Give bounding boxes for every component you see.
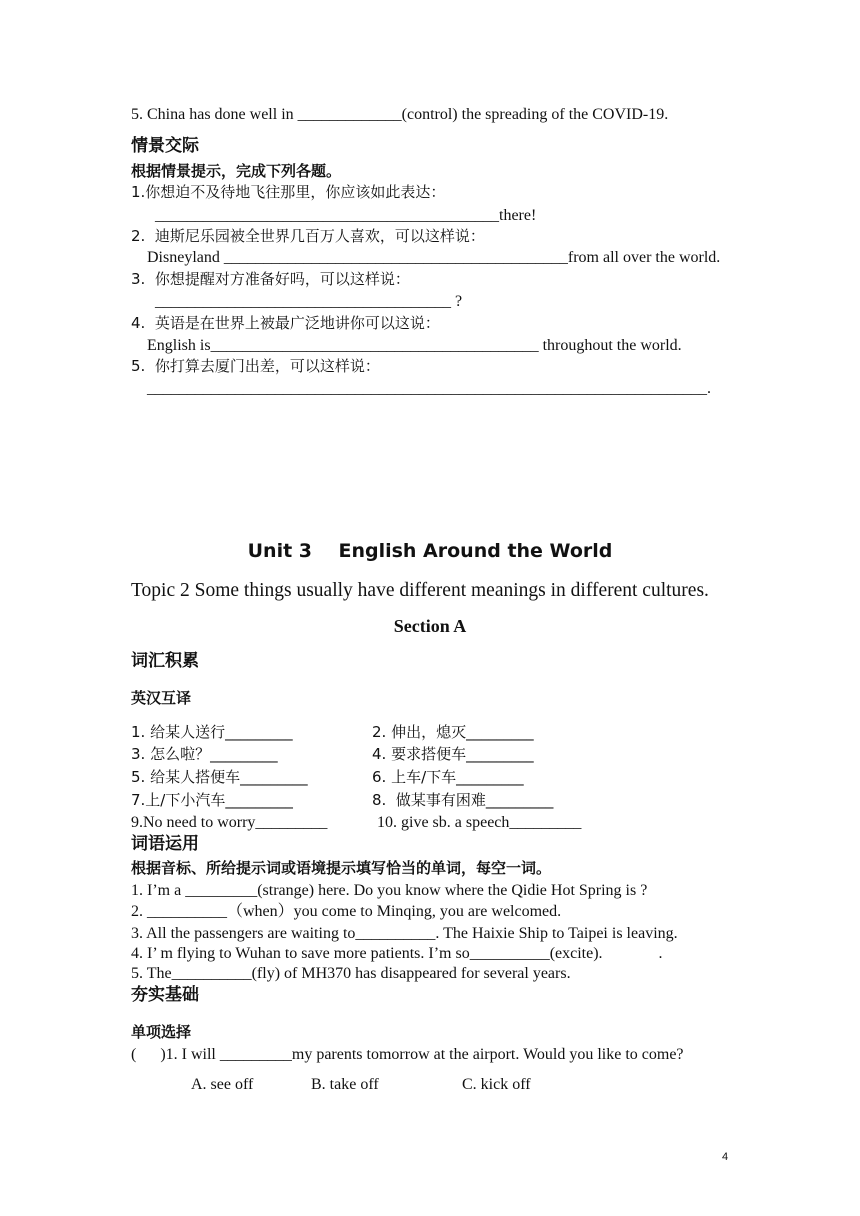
vocab-item: 2. 伸出，熄灭_________ <box>372 723 534 741</box>
usage-item: 5. The__________(fly) of MH370 has disappeared for several years. <box>131 965 571 982</box>
situational-instruction: 根据情景提示，完成下列各题。 <box>131 162 342 180</box>
situational-item: 1.你想迫不及待地飞往那里，你应该如此表达： <box>131 183 446 201</box>
vocab-item: 9.No need to worry_________ <box>131 814 328 831</box>
vocab-item: 3. 怎么啦？_________ <box>131 745 278 763</box>
usage-instruction: 根据音标、所给提示词或语境提示填写恰当的单词，每空一词。 <box>131 859 552 877</box>
mc-question-1: ( )1. I will _________my parents tomorrow at the airport. Would you like to come? <box>131 1046 684 1063</box>
section-heading-vocab: 词汇积累 <box>131 651 199 671</box>
vocab-item: 5. 给某人搭便车_________ <box>131 768 308 786</box>
situational-item: 5. 你打算去厦门出差，可以这样说： <box>131 357 380 375</box>
vocab-subheading: 英汉互译 <box>131 689 192 707</box>
vocab-item: 1. 给某人送行_________ <box>131 723 293 741</box>
section-heading-basics: 夯实基础 <box>131 985 199 1005</box>
situational-item: 3. 你想提醒对方准备好吗，可以这样说： <box>131 270 410 288</box>
answer-line: Disneyland ___________________________________________from all over the world. <box>147 249 721 266</box>
basics-subheading: 单项选择 <box>131 1023 192 1041</box>
usage-item: 1. I’m a _________(strange) here. Do you know where the Qidie Hot Spring is ? <box>131 882 648 899</box>
topic-title: Topic 2 Some things usually have different meanings in different cultures. <box>131 580 709 601</box>
answer-line: _____________________________________ ? <box>155 293 463 310</box>
vocab-item: 4. 要求搭便车_________ <box>372 745 534 763</box>
unit-title: Unit 3 English Around the World <box>247 540 613 562</box>
section-heading-situational: 情景交际 <box>131 136 199 156</box>
situational-item: 4. 英语是在世界上被最广泛地讲你可以这说： <box>131 314 440 332</box>
question-5-control: 5. China has done well in _____________(control) the spreading of the COVID-19. <box>131 106 669 123</box>
usage-item: 3. All the passengers are waiting to__________. The Haixie Ship to Taipei is leaving. <box>131 925 678 942</box>
answer-line: ___________________________________________there! <box>155 207 537 224</box>
vocab-item: 7.上/下小汽车_________ <box>131 791 293 809</box>
mc-option-a: A. see off <box>191 1076 254 1093</box>
vocab-item: 8. 做某事有困难_________ <box>372 791 554 809</box>
page-number: 4 <box>722 1151 729 1163</box>
answer-line: English is_________________________________________ throughout the world. <box>147 337 682 354</box>
situational-item: 2. 迪斯尼乐园被全世界几百万人喜欢，可以这样说： <box>131 227 485 245</box>
section-heading-usage: 词语运用 <box>131 834 199 854</box>
vocab-item: 10. give sb. a speech_________ <box>377 814 582 831</box>
mc-option-b: B. take off <box>311 1076 379 1093</box>
usage-item: 2. __________（when）you come to Minqing, you are welcomed. <box>131 903 562 920</box>
mc-option-c: C. kick off <box>462 1076 531 1093</box>
vocab-item: 6. 上车/下车_________ <box>372 768 524 786</box>
section-title: Section A <box>393 616 467 636</box>
answer-line: ______________________________________________________________________. <box>147 380 711 397</box>
usage-item: 4. I’ m flying to Wuhan to save more patients. I’m so__________(excite). . <box>131 945 663 962</box>
